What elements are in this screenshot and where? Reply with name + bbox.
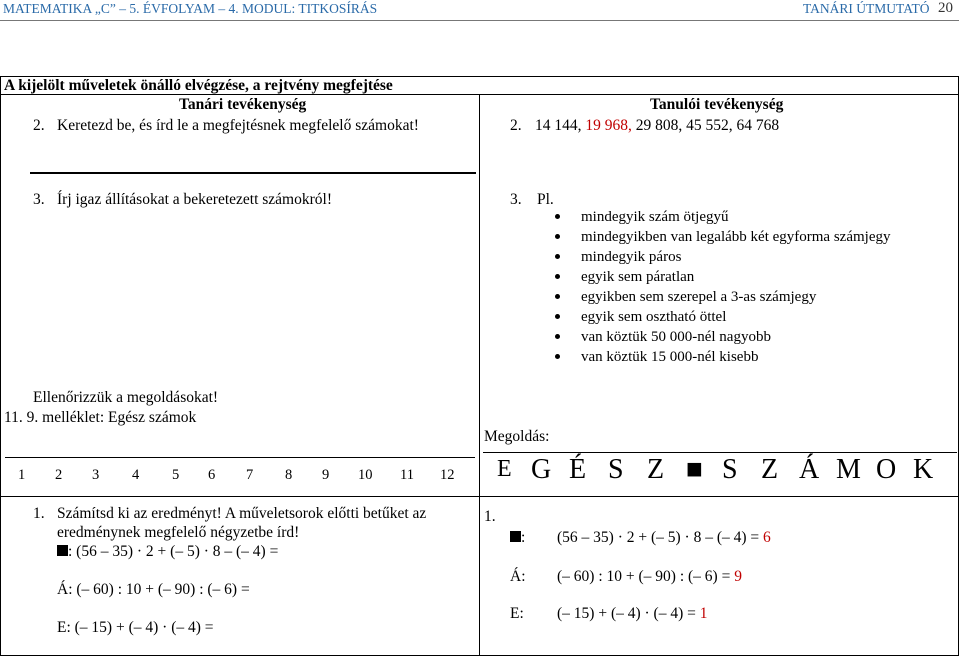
task1-expr-a: Á: (– 60) : 10 + (– 90) : (– 6) =: [57, 581, 250, 598]
task3-text: Írj igaz állításokat a bekeretezett számokról!: [57, 191, 332, 208]
solution-letter: G: [531, 454, 552, 485]
answer1-row1-expr: (56 – 35) · 2 + (– 5) · 8 – (– 4) =: [557, 529, 760, 546]
solution-letter: Z: [647, 454, 665, 485]
section-title: A kijelölt műveletek önálló elvégzése, a rejtvény megfejtése: [4, 77, 393, 94]
number-cell: 4: [132, 467, 140, 483]
number-cell: 10: [358, 467, 373, 483]
answer1-row3-result: 1: [699, 605, 708, 622]
answer1-row2: [557, 568, 742, 586]
solution-letter: Z: [761, 454, 779, 485]
solution-letter: S: [722, 454, 738, 485]
col-teacher-heading: Tanári tevékenység: [179, 96, 307, 113]
number-cell: 6: [208, 467, 216, 483]
answer1-row1-label: [510, 529, 525, 547]
statement-item: mindegyikben van legalább két egyforma számjegy: [555, 227, 890, 247]
statement-item: mindegyik páros: [555, 247, 890, 267]
task1-line1: Számítsd ki az eredményt! A műveletsorok előtti betűket az: [57, 505, 427, 522]
solution-top-border: [483, 452, 957, 453]
answer2-values: [535, 117, 779, 135]
answer2-value-a: 14 144,: [535, 117, 582, 134]
answer1-row1-result: 6: [763, 529, 771, 546]
row-divider: [0, 496, 959, 497]
number-cell: 12: [440, 467, 455, 483]
solution-letter: K: [913, 454, 934, 485]
number-cell: 3: [92, 467, 100, 483]
header-right: TANÁRI ÚTMUTATÓ: [803, 1, 930, 16]
statement-item: van köztük 50 000-nél nagyobb: [555, 327, 890, 347]
table-left-border: [0, 76, 1, 656]
answer3-pl: Pl.: [537, 191, 554, 208]
number-cell: 9: [322, 467, 330, 483]
number-row-guide: [5, 457, 475, 458]
check-text: Ellenőrizzük a megoldásokat!: [33, 389, 219, 406]
solution-letter-square: ■: [686, 454, 703, 485]
task1-expr-square-text: : (56 – 35) · 2 + (– 5) · 8 – (– 4) =: [68, 543, 279, 560]
statement-item: van köztük 15 000-nél kisebb: [555, 347, 890, 367]
square-icon: [57, 545, 68, 556]
answer1-number: 1.: [484, 508, 496, 525]
number-cell: 8: [285, 467, 293, 483]
solution-letter: E: [497, 456, 512, 482]
answer1-row3: [557, 605, 708, 623]
appendix-text: 11. 9. melléklet: Egész számok: [4, 409, 197, 426]
task1-line2: eredménynek megfelelő négyzetbe írd!: [57, 524, 300, 541]
page-number: 20: [938, 0, 953, 16]
number-cell: 11: [400, 467, 414, 483]
column-divider: [479, 94, 480, 656]
number-cell: 7: [246, 467, 254, 483]
answer1-row2-result: 9: [734, 568, 742, 585]
statement-item: egyik sem páratlan: [555, 267, 890, 287]
number-cell: 2: [55, 467, 63, 483]
answer3-statements: [555, 207, 890, 367]
task2-text: Keretezd be, és írd le a megfejtésnek megfelelő számokat!: [57, 117, 419, 134]
answer1-row1: [557, 529, 771, 547]
answer1-row2-expr: (– 60) : 10 + (– 90) : (– 6) =: [557, 568, 731, 585]
task1-expr-square: [57, 543, 278, 561]
answer3-number: 3.: [510, 191, 522, 208]
task3-number: 3.: [33, 191, 45, 208]
task1-expr-e: E: (– 15) + (– 4) · (– 4) =: [57, 619, 214, 636]
col-student-heading: Tanulói tevékenység: [650, 96, 784, 113]
task2-answer-line: [30, 172, 476, 174]
answer1-row1-label-text: :: [521, 529, 526, 546]
square-icon: [510, 531, 521, 542]
statement-item: mindegyik szám ötjegyű: [555, 207, 890, 227]
solution-letter: S: [608, 454, 624, 485]
answer2-value-b: 19 968,: [585, 117, 632, 134]
statement-item: egyikben sem szerepel a 3-as számjegy: [555, 287, 890, 307]
answer2-number: 2.: [510, 117, 522, 134]
answer1-row3-expr: (– 15) + (– 4) · (– 4) =: [557, 605, 696, 622]
solution-label: Megoldás:: [484, 428, 550, 445]
header-left: MATEMATIKA „C” – 5. ÉVFOLYAM – 4. MODUL: TITKOSÍRÁS: [3, 1, 378, 16]
solution-letter: M: [836, 454, 861, 485]
answer1-row3-label: E:: [510, 605, 524, 622]
solution-letter: É: [569, 454, 587, 485]
answer2-value-c: 29 808, 45 552, 64 768: [635, 117, 780, 134]
statement-item: egyik sem osztható öttel: [555, 307, 890, 327]
task1-number: 1.: [33, 505, 45, 522]
task2-number: 2.: [33, 117, 45, 134]
solution-letter: O: [876, 454, 897, 485]
solution-letter: Á: [799, 454, 820, 485]
answer1-row2-label: Á:: [510, 568, 526, 585]
number-cell: 1: [18, 467, 26, 483]
header-rule: [0, 20, 959, 21]
number-cell: 5: [172, 467, 180, 483]
